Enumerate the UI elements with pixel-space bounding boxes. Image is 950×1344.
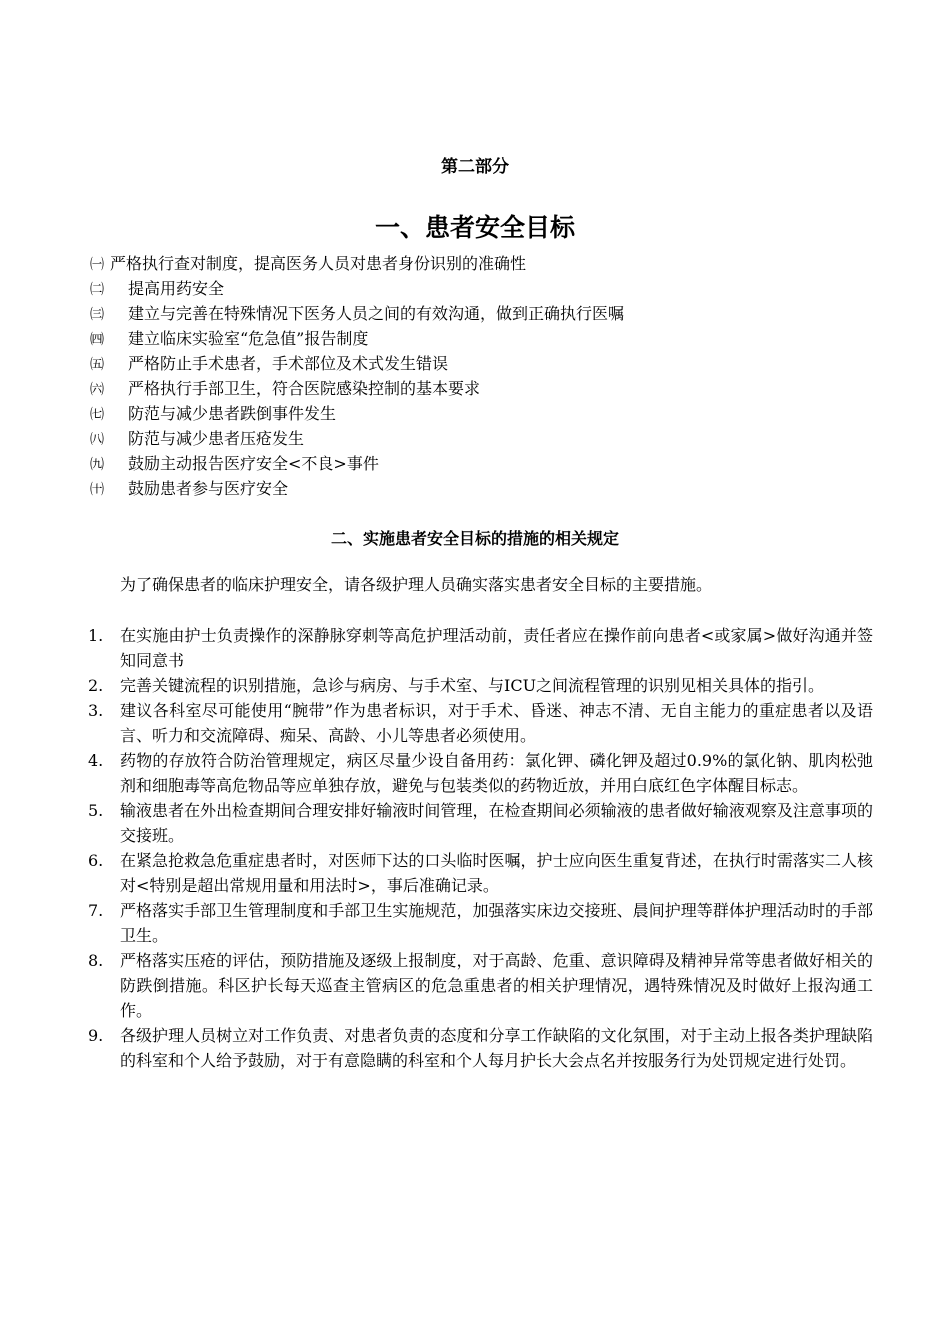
section-title: 二、实施患者安全目标的措施的相关规定 xyxy=(330,529,619,548)
goal-marker: ㈢ xyxy=(90,307,104,323)
goal-marker: ㈠ xyxy=(90,257,104,273)
measure-number: 1. xyxy=(88,626,104,645)
measure-number: 9. xyxy=(88,1026,104,1045)
main-title: 一、患者安全目标 xyxy=(374,213,575,242)
goal-text: 鼓励主动报告医疗安全<不良>事件 xyxy=(128,454,379,473)
goal-marker: ㈥ xyxy=(90,382,104,398)
measure-number: 3. xyxy=(88,701,104,720)
goal-marker: ㈩ xyxy=(90,482,104,498)
measure-text: 严格落实手部卫生管理制度和手部卫生实施规范，加强落实床边交接班、晨间护理等群体护理活动时的手部卫生。 xyxy=(120,901,873,945)
goal-text: 严格执行查对制度，提高医务人员对患者身份识别的准确性 xyxy=(110,254,527,273)
intro-paragraph: 为了确保患者的临床护理安全，请各级护理人员确实落实患者安全目标的主要措施。 xyxy=(120,575,713,594)
measure-item xyxy=(88,898,873,948)
goal-item xyxy=(90,301,870,326)
measure-text: 完善关键流程的识别措施，急诊与病房、与手术室、与ICU之间流程管理的识别见相关具体的指引。 xyxy=(120,676,825,695)
goal-item xyxy=(90,376,870,401)
part-title: 第二部分 xyxy=(441,157,509,177)
measure-text: 输液患者在外出检查期间合理安排好输液时间管理，在检查期间必须输液的患者做好输液观察及注意事项的交接班。 xyxy=(120,801,873,845)
goal-marker: ㈦ xyxy=(90,407,104,423)
measure-text: 建议各科室尽可能使用“腕带”作为患者标识，对于手术、昏迷、神志不清、无自主能力的重症患者以及语言、听力和交流障碍、痴呆、高龄、小儿等患者必须使用。 xyxy=(120,701,873,745)
goal-text: 鼓励患者参与医疗安全 xyxy=(128,479,289,498)
goal-marker: ㈡ xyxy=(90,282,104,298)
measure-text: 严格落实压疮的评估，预防措施及逐级上报制度，对于高龄、危重、意识障碍及精神异常等患者做好相关的防跌倒措施。科区护长每天巡查主管病区的危急重患者的相关护理情况，遇特殊情况及时做好上报沟通工作。 xyxy=(120,951,873,1020)
goal-item xyxy=(90,251,870,276)
measure-number: 4. xyxy=(88,751,104,770)
measure-number: 8. xyxy=(88,951,104,970)
goal-item xyxy=(90,351,870,376)
goal-text: 提高用药安全 xyxy=(128,279,225,298)
measure-item xyxy=(88,948,873,1023)
measure-number: 2. xyxy=(88,676,104,695)
safety-goals-list xyxy=(90,251,870,501)
measure-item xyxy=(88,623,873,673)
goal-text: 防范与减少患者压疮发生 xyxy=(128,429,305,448)
measure-item xyxy=(88,698,873,748)
goal-item xyxy=(90,326,870,351)
measure-number: 5. xyxy=(88,801,104,820)
goal-marker: ㈣ xyxy=(90,332,104,348)
goal-item xyxy=(90,426,870,451)
measure-item xyxy=(88,673,873,698)
measure-text: 药物的存放符合防治管理规定，病区尽量少设自备用药：氯化钾、磷化钾及超过0.9%的氯化钠、肌肉松弛剂和细胞毒等高危物品等应单独存放，避免与包装类似的药物近放，并用白底红色字体醒目标志。 xyxy=(120,751,873,795)
goal-marker: ㈤ xyxy=(90,357,104,373)
measure-item xyxy=(88,798,873,848)
measure-text: 在实施由护士负责操作的深静脉穿刺等高危护理活动前，责任者应在操作前向患者<或家属>做好沟通并签知同意书 xyxy=(120,626,873,670)
goal-text: 建立临床实验室“危急值”报告制度 xyxy=(128,329,369,348)
goal-text: 严格执行手部卫生，符合医院感染控制的基本要求 xyxy=(128,379,481,398)
measure-text: 各级护理人员树立对工作负责、对患者负责的态度和分享工作缺陷的文化氛围，对于主动上报各类护理缺陷的科室和个人给予鼓励，对于有意隐瞒的科室和个人每月护长大会点名并按服务行为处罚规定进行处罚。 xyxy=(120,1026,873,1070)
goal-item xyxy=(90,476,870,501)
goal-marker: ㈧ xyxy=(90,432,104,448)
goal-text: 建立与完善在特殊情况下医务人员之间的有效沟通，做到正确执行医嘱 xyxy=(128,304,625,323)
goal-item xyxy=(90,451,870,476)
measure-number: 6. xyxy=(88,851,104,870)
measure-item xyxy=(88,848,873,898)
measures-list xyxy=(88,623,873,1073)
measure-item xyxy=(88,1023,873,1073)
measure-item xyxy=(88,748,873,798)
goal-text: 防范与减少患者跌倒事件发生 xyxy=(128,404,337,423)
goal-marker: ㈨ xyxy=(90,457,104,473)
measure-text: 在紧急抢救急危重症患者时，对医师下达的口头临时医嘱，护士应向医生重复背述，在执行时需落实二人核对<特别是超出常规用量和用法时>，事后准确记录。 xyxy=(120,851,873,895)
goal-item xyxy=(90,276,870,301)
measure-number: 7. xyxy=(88,901,104,920)
goal-text: 严格防止手术患者，手术部位及术式发生错误 xyxy=(128,354,449,373)
goal-item xyxy=(90,401,870,426)
